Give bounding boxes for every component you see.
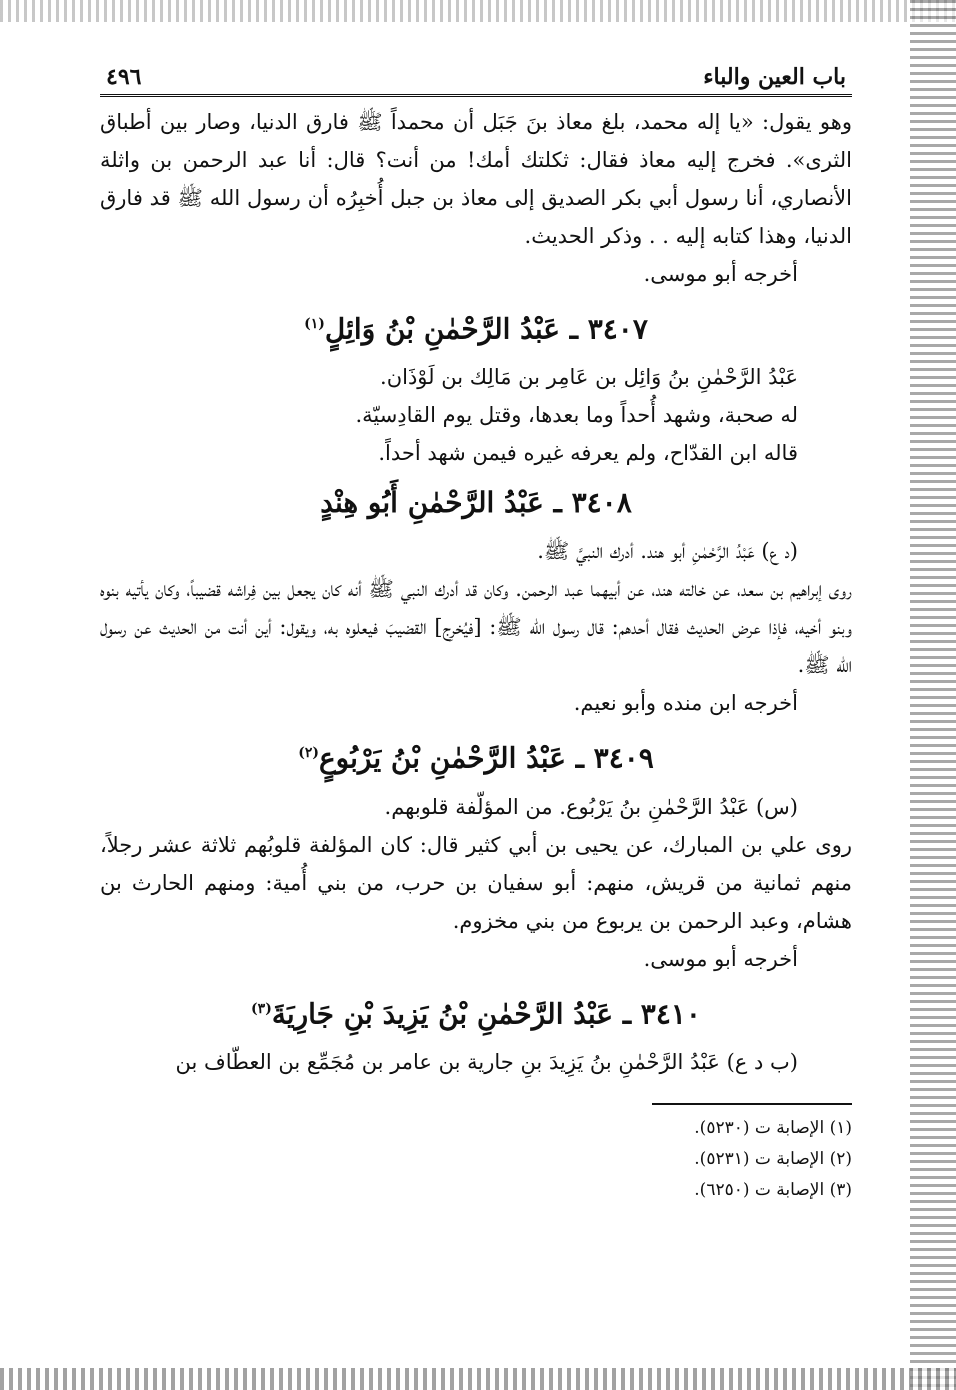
entry-heading-3410 xyxy=(100,982,852,1041)
decorative-border-bottom xyxy=(0,1368,956,1390)
decorative-border-top xyxy=(0,0,956,22)
footnote-divider xyxy=(652,1103,852,1105)
page-body xyxy=(100,103,852,1081)
entry-paragraph: روى إبراهيم بن سعد، عن خالته هند، عن أبيهما عبد الرحمن. وكان قد أدرك النبي ﷺ أنه كان يجعل بين فِراشه قضيباً، وكان يأتيه بنوه وبنو أخيه، فإذا عرض الحديث فقال أحدهم: قال رسول الله ﷺ: [فيُخرِج] القضيبَ فيعلوه به، ويقول: أين أنت من الحديث عن رسول الله ﷺ. xyxy=(100,577,852,678)
entry-heading-3409 xyxy=(100,726,852,785)
footnote-ref: (١) xyxy=(304,316,325,332)
entry-line: له صحبة، وشهد أُحداً وما بعدها، وقتل يوم القادِسيّة. xyxy=(355,403,798,428)
entry-heading-text: ٣٤٠٧ ـ عَبْدُ الرَّحْمٰنِ بْنُ وَائِلٍ xyxy=(324,312,648,346)
footnotes xyxy=(100,1113,852,1206)
entry-line: (س) عَبْدُ الرَّحْمٰنِ بنُ يَرْبُوع. من المؤلّفة قلوبهم. xyxy=(384,794,798,819)
footnote: (١) الإصابة ت (٥٢٣٠). xyxy=(694,1117,852,1138)
entry-line: (د ع) عَبْدُ الرَّحْمٰنِ أبو هند. أدرك النبيَّ ﷺ. xyxy=(537,539,798,564)
entry-paragraph: روى علي بن المبارك، عن يحيى بن أبي كثير قال: كان المؤلفة قلوبُهم ثلاثة عشر رجلاً، منهم ثمانية من قريش، منهم: أبو سفيان بن حرب، من بني أُمية: ومنهم الحارث بن هشام، وعبد الرحمن بن يربوع من بني مخزوم. xyxy=(100,832,852,933)
entry-heading-text: ٣٤١٠ ـ عَبْدُ الرَّحْمٰنِ بْنُ يَزِيدَ بْنِ جَارِيَةَ xyxy=(271,996,701,1030)
entry-source: أخرجه أبو موسى. xyxy=(643,946,798,971)
footnote-ref: (٢) xyxy=(298,745,319,762)
entry-source: أخرجه ابن منده وأبو نعيم. xyxy=(573,691,798,716)
footnote: (٣) الإصابة ت (٦٢٥٠). xyxy=(694,1179,852,1200)
intro-source: أخرجه أبو موسى. xyxy=(643,262,798,286)
entry-heading-text: ٣٤٠٨ ـ عَبْدُ الرَّحْمٰنِ أَبُو هِنْدٍ xyxy=(320,486,632,520)
entry-heading-3408 xyxy=(100,476,852,530)
footnote: (٢) الإصابة ت (٥٢٣١). xyxy=(694,1148,852,1169)
footnote-ref: (٣) xyxy=(251,1000,272,1017)
intro-paragraph: وهو يقول: «يا إله محمد، بلغ معاذ بنَ جَبَل أن محمداً ﷺ فارق الدنيا، وصار بين أطباق الثرى». فخرج إليه معاذ فقال: ثكلتك أمك! من أنت؟ قال: أنا عبد الرحمن بن واثلة الأنصاري، أنا رسول أبي بكر الصديق إلى معاذ بن جبل أُخبِرُه أن رسول الله ﷺ قد فارق الدنيا، وهذا كتابه إليه . . وذكر الحديث. xyxy=(100,110,852,248)
entry-line: قاله ابن القدّاح، ولم يعرفه غيره فيمن شهد أحداً. xyxy=(378,441,798,466)
page-header xyxy=(100,52,852,97)
entry-heading-3407 xyxy=(100,297,852,356)
page-number: ٤٩٦ xyxy=(106,64,142,90)
entry-heading-text: ٣٤٠٩ ـ عَبْدُ الرَّحْمٰنِ بْنُ يَرْبُوعٍ xyxy=(318,741,654,775)
entry-line: عَبْدُ الرَّحْمٰنِ بنُ وَائِل بن عَامِر بن مَالِك بن لَوْذَان. xyxy=(380,365,798,390)
entry-line: (ب د ع) عَبْدُ الرَّحْمٰنِ بنُ يَزِيدَ بنِ جارية بن عامر بن مُجَمِّع بن العطّاف بن xyxy=(175,1049,798,1074)
chapter-title: باب العين والباء xyxy=(703,64,846,90)
book-page xyxy=(100,52,852,1342)
decorative-border-right xyxy=(910,0,956,1390)
